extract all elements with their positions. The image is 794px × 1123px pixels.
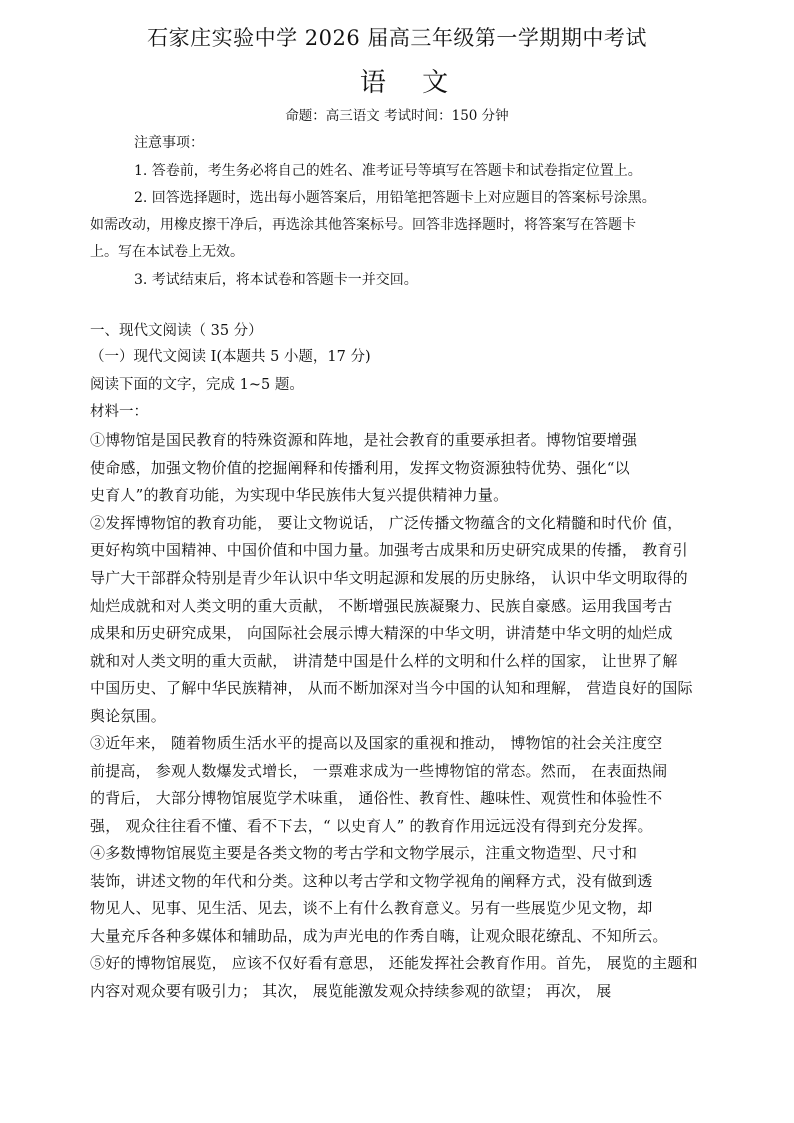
- body-line: 前提高， 参观人数爆发式增长， 一票难求成为一些博物馆的常态。然而， 在表面热闹: [90, 762, 668, 780]
- section-heading: 一、现代文阅读（ 35 分）: [90, 323, 263, 339]
- body-line: 史育人”的教育功能，为实现中华民族伟大复兴提供精神力量。: [90, 486, 509, 504]
- body-line: 的背后， 大部分博物馆展览学术味重， 通俗性、教育性、趣味性、观赏性和体验性不: [90, 789, 663, 807]
- sub-section-heading: （一）现代文阅读 Ⅰ(本题共 5 小题，17 分): [90, 349, 371, 365]
- notice-item-2-line-1: 2. 回答选择题时，选出每小题答案后，用铅笔把答题卡上对应题目的答案标号涂黑。: [134, 190, 656, 206]
- body-line: 内容对观众要有吸引力； 其次， 展览能激发观众持续参观的欲望； 再次， 展: [90, 982, 612, 1000]
- body-line: 导广大干部群众特别是青少年认识中华文明起源和发展的历史脉络， 认识中华文明取得的: [90, 569, 688, 587]
- body-line: ④多数博物馆展览主要是各类文物的考古学和文物学展示，注重文物造型、尺寸和: [90, 844, 638, 862]
- body-line: 装饰，讲述文物的年代和分类。这种以考古学和文物学视角的阐释方式，没有做到透: [90, 872, 653, 890]
- body-line: 舆论氛围。: [90, 707, 167, 725]
- body-line: 使命感，加强文物价值的挖掘阐释和传播利用，发挥文物资源独特优势、强化“以: [90, 459, 630, 477]
- notice-item-3: 3. 考试结束后，将本试卷和答题卡一并交回。: [134, 272, 418, 288]
- body-line: 物见人、见事、见生活、见去，谈不上有什么教育意义。另有一些展览少见文物，却: [90, 899, 653, 917]
- body-line: ③近年来， 随着物质生活水平的提高以及国家的重视和推动， 博物馆的社会关注度空: [90, 734, 663, 752]
- material-label: 材料一：: [90, 404, 148, 420]
- body-line: ②发挥博物馆的教育功能， 要让文物说话， 广泛传播文物蕴含的文化精髓和时代价 值，: [90, 514, 683, 532]
- body-line: 强， 观众往往看不懂、看不下去，“ 以史育人” 的教育作用远远没有得到充分发挥。: [90, 817, 653, 835]
- body-line: 灿烂成就和对人类文明的重大贡献， 不断增强民族凝聚力、民族自豪感。运用我国考古: [90, 597, 673, 615]
- notice-item-2-line-3: 上。写在本试卷上无效。: [90, 244, 244, 260]
- exam-title: 石家庄实验中学 2026 届高三年级第一学期期中考试: [147, 26, 647, 50]
- notice-item-1: 1. 答卷前，考生务必将自己的姓名、准考证号等填写在答题卡和试卷指定位置上。: [134, 163, 642, 179]
- notice-heading: 注意事项：: [134, 135, 204, 151]
- body-line: 成果和历史研究成果， 向国际社会展示博大精深的中华文明，讲清楚中华文明的灿烂成: [90, 624, 673, 642]
- body-line: 中国历史、了解中华民族精神， 从而不断加深对当今中国的认知和理解， 营造良好的国际: [90, 679, 693, 697]
- body-line: 就和对人类文明的重大贡献， 讲清楚中国是什么样的文明和什么样的国家， 让世界了解: [90, 652, 678, 670]
- reading-instruction: 阅读下面的文字，完成 1~5 题。: [90, 377, 304, 393]
- subject-title: 语 文: [359, 68, 463, 98]
- body-line: ①博物馆是国民教育的特殊资源和阵地，是社会教育的重要承担者。博物馆要增强: [90, 431, 638, 449]
- exam-meta: 命题：高三语文 考试时间：150 分钟: [285, 108, 509, 124]
- notice-item-2-line-2: 如需改动，用橡皮擦干净后，再选涂其他答案标号。回答非选择题时，将答案写在答题卡: [90, 217, 636, 233]
- body-line: 大量充斥各种多媒体和辅助品，成为声光电的作秀自嗨，让观众眼花缭乱、不知所云。: [90, 927, 668, 945]
- body-line: ⑤好的博物馆展览， 应该不仅好看有意思， 还能发挥社会教育作用。首先， 展览的主题和: [90, 954, 698, 972]
- body-line: 更好构筑中国精神、中国价值和中国力量。加强考古成果和历史研究成果的传播， 教育引: [90, 541, 688, 559]
